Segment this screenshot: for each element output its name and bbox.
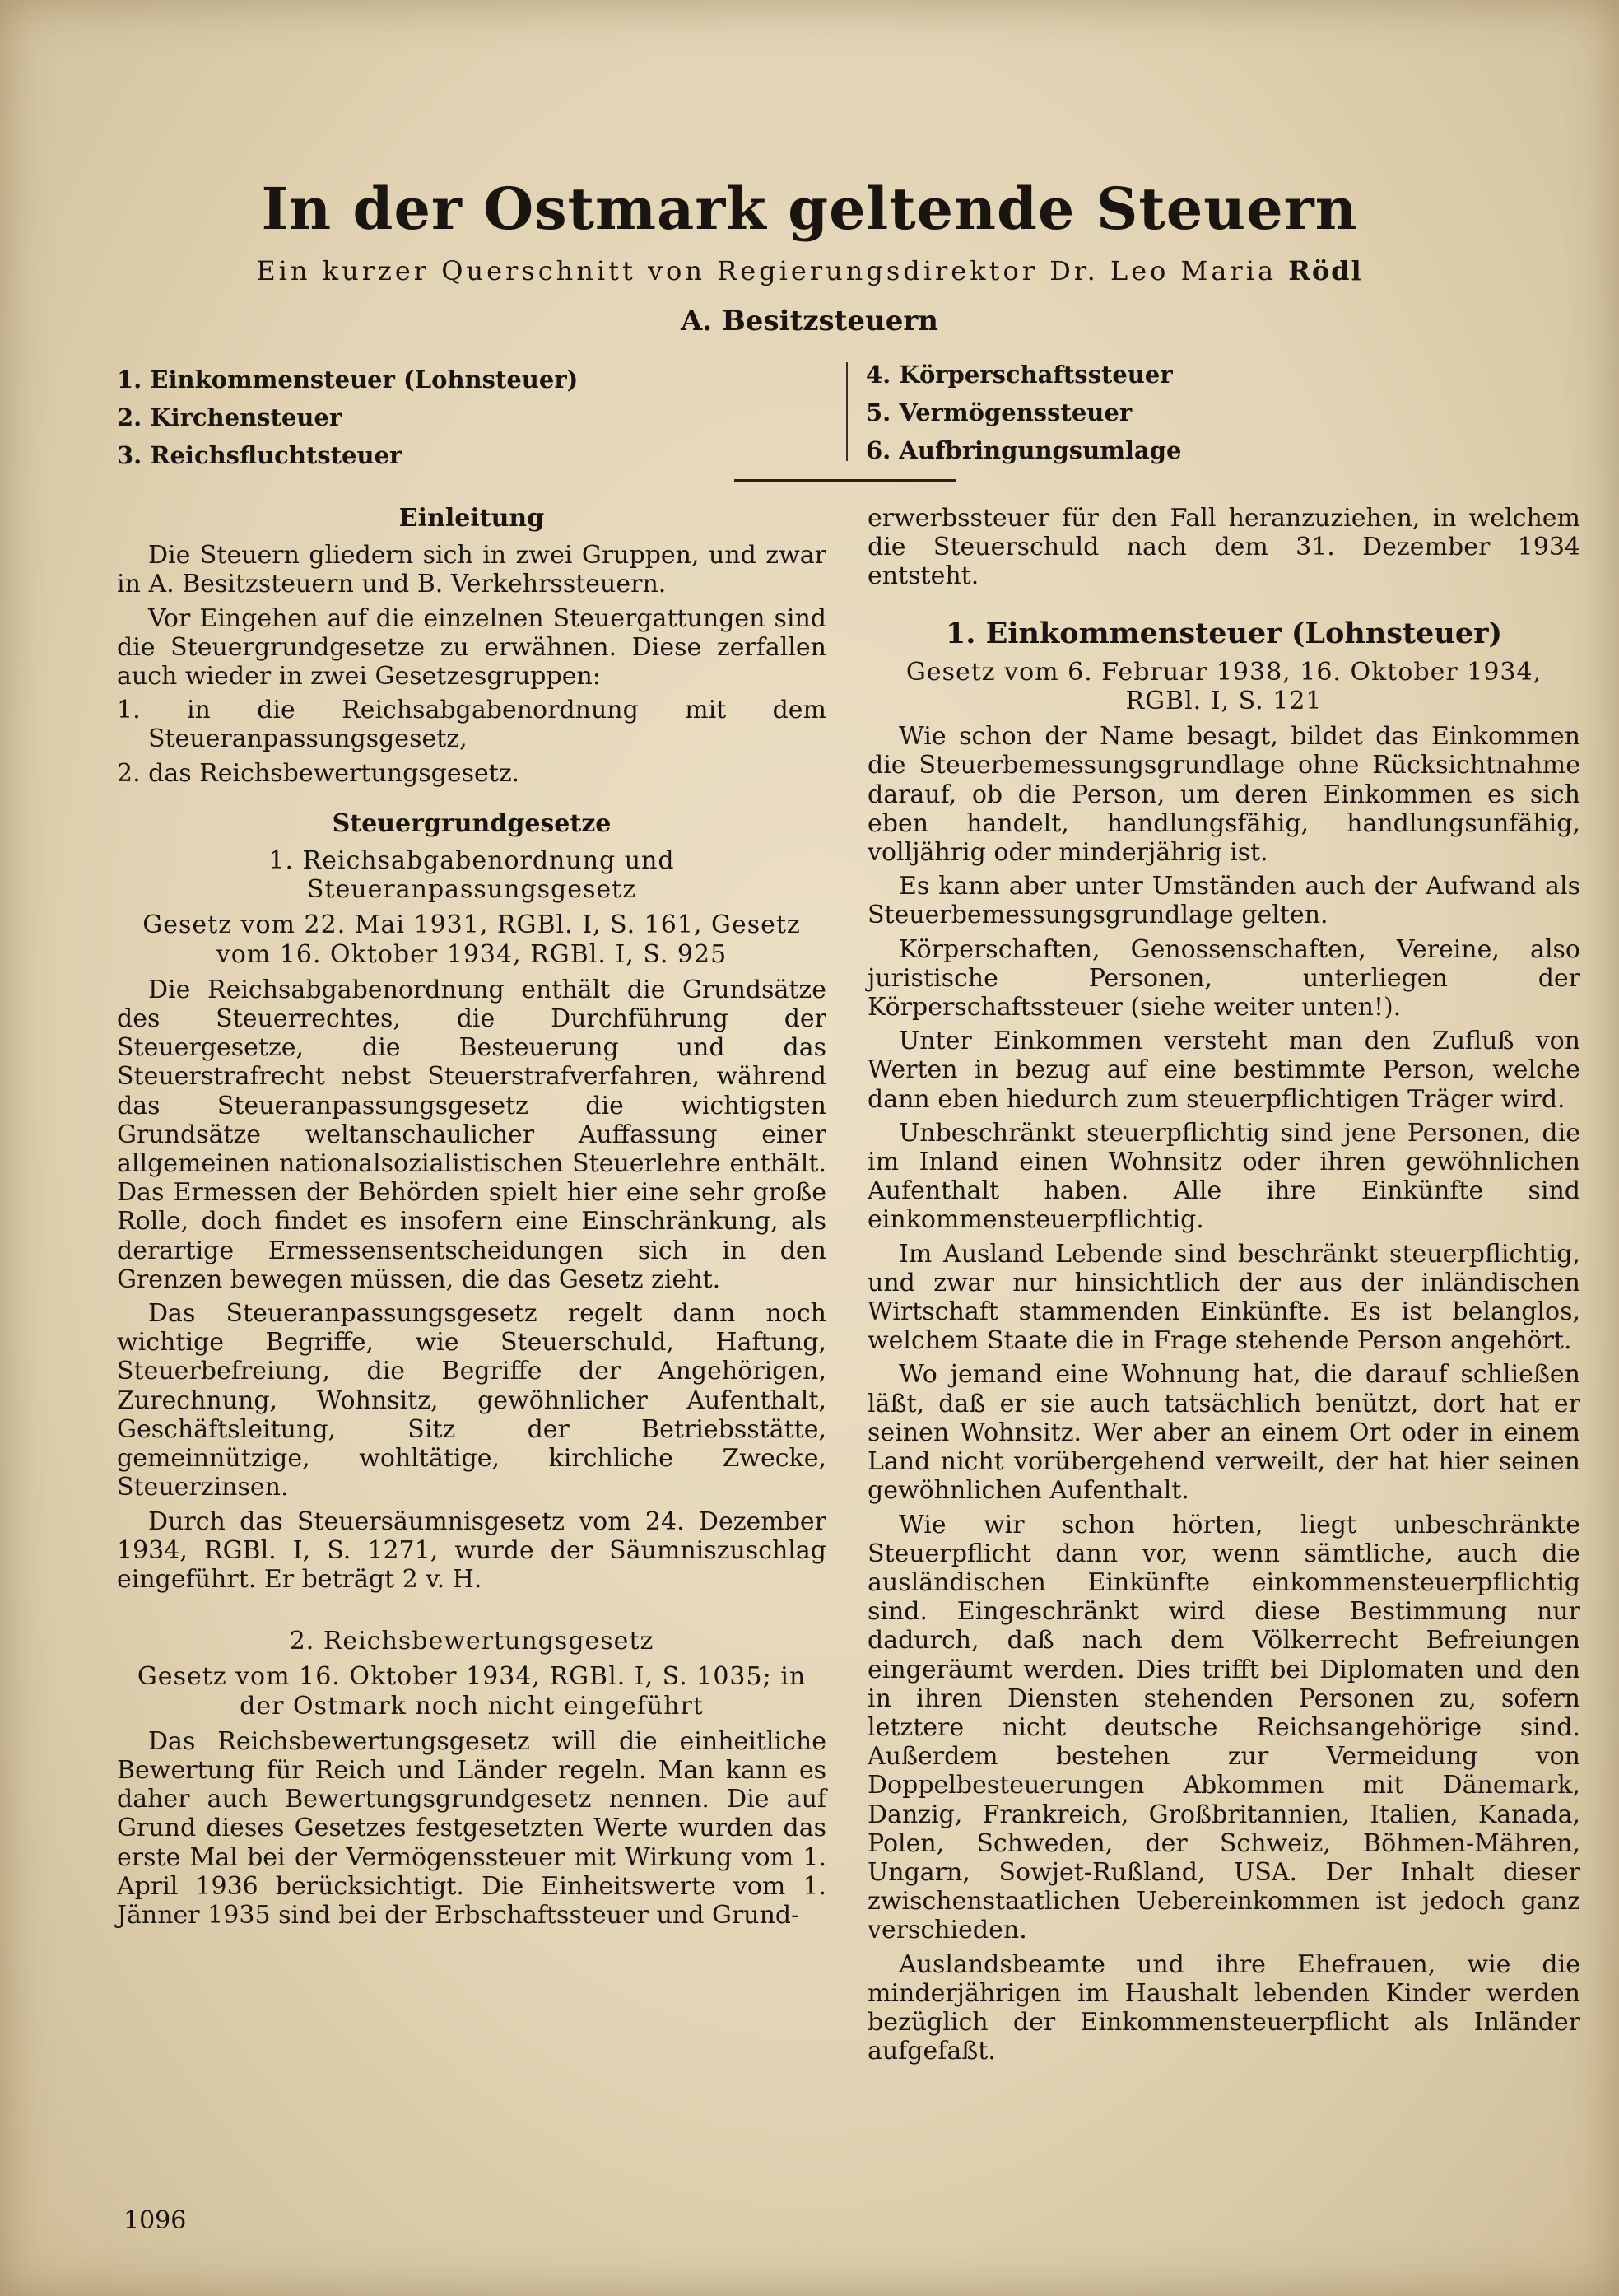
paragraph: Unbeschränkt steuerpflichtig sind jene Personen, die im Inland einen Wohnsitz oder ihren gewöhnlichen Aufenthalt haben. Alle ihre Einkünfte sind einkommensteuerpflichtig. <box>868 1118 1580 1235</box>
byline-author: Rödl <box>1288 255 1363 286</box>
law-citation: Gesetz vom 6. Februar 1938, 16. Oktober 1934, RGBl. I, S. 121 <box>905 657 1542 716</box>
paragraph: Das Steueranpassungsgesetz regelt dann noch wichtige Begriffe, wie Steuerschuld, Haftung, Steuerbefreiung, die Begriffe der Angehörigen, Zurechnung, Wohnsitz, gewöhnlicher Aufenthalt, Geschäftsleitung, Sitz der Betriebsstätte, gemeinnützige, wohltätige, kirchliche Zwecke, Steuerzinsen. <box>117 1299 826 1502</box>
paragraph: Die Steuern gliedern sich in zwei Gruppen, und zwar in A. Besitzsteuern und B. Verkehrssteuern. <box>117 541 826 599</box>
paragraph: Auslandsbeamte und ihre Ehefrauen, wie die minderjährigen im Haushalt lebenden Kinder werden bezüglich der Einkommensteuerpflicht als Inländer aufgefaßt. <box>868 1949 1580 2066</box>
subsection-heading: 1. Reichsabgabenordnung und Steueranpassungsgesetz <box>268 846 675 905</box>
paragraph: Unter Einkommen versteht man den Zufluß von Werten in bezug auf eine bestimmte Person, welche dann eben hiedurch zum steuerpflichtigen Träger wird. <box>868 1027 1580 1114</box>
paragraph: Durch das Steuersäumnisgesetz vom 24. Dezember 1934, RGBl. I, S. 1271, wurde der Säumniszuschlag eingeführt. Er beträgt 2 v. H. <box>117 1507 826 1594</box>
paragraph: Wo jemand eine Wohnung hat, die darauf schließen läßt, daß er sie auch tatsächlich benützt, dort hat er seinen Wohnsitz. Wer aber an einem Ort oder in einem Land nicht vorübergehend verweilt, der hat hier seinen gewöhnlichen Aufenthalt. <box>868 1360 1580 1506</box>
paragraph: erwerbssteuer für den Fall heranzuziehen, in welchem die Steuerschuld nach dem 31. Dezember 1934 entsteht. <box>868 504 1580 591</box>
paragraph: Vor Eingehen auf die einzelnen Steuergattungen sind die Steuergrundgesetze zu erwähnen. Diese zerfallen auch wieder in zwei Gesetzesgruppen: <box>117 603 826 692</box>
section-heading: A. Besitzsteuern <box>681 305 938 338</box>
article-title: In der Ostmark geltende Steuern <box>261 175 1358 243</box>
list-item: 1. in die Reichsabgabenordnung mit dem Steueranpassungsgesetz, <box>117 696 826 754</box>
law-citation: Gesetz vom 16. Oktober 1934, RGBl. I, S. 1035; in der Ostmark noch nicht eingeführt <box>137 1662 807 1721</box>
tax-list-left <box>117 361 578 474</box>
list-item: 6. Aufbringungsumlage <box>866 436 1182 464</box>
left-column <box>117 504 826 1935</box>
paragraph: Im Ausland Lebende sind beschränkt steuerpflichtig, und zwar nur hinsichtlich der aus der inländischen Wirtschaft stammenden Einkünfte. Es ist belanglos, welchem Staate die in Frage stehende Person angehört. <box>868 1239 1580 1356</box>
subsection-heading: 2. Reichsbewertungsgesetz <box>289 1627 654 1656</box>
list-item: 5. Vermögenssteuer <box>866 398 1133 426</box>
intro-heading: Einleitung <box>398 504 545 533</box>
right-column <box>868 504 1580 2070</box>
paragraph: Das Reichsbewertungsgesetz will die einheitliche Bewertung für Reich und Länder regeln. Man kann es daher auch Bewertungsgrundgesetz nennen. Die auf Grund dieses Gesetzes festgesetzten Werte wurden das erste Mal bei der Vermögenssteuer mit Wirkung vom 1. April 1936 berücksichtigt. Die Einheitswerte vom 1. Jänner 1935 sind bei der Erbschaftssteuer und Grund- <box>117 1726 826 1930</box>
paragraph: Wie schon der Name besagt, bildet das Einkommen die Steuerbemessungsgrundlage ohne Rücksichtnahme darauf, ob die Person, um deren Einkommen es sich eben handelt, handlungsfähig, handlungsunfähig, volljährig oder minderjährig ist. <box>868 722 1580 868</box>
subsection-heading: 1. Einkommensteuer (Lohnsteuer) <box>945 616 1503 650</box>
list-item: 2. das Reichsbewertungsgesetz. <box>117 758 520 788</box>
paragraph: Die Reichsabgabenordnung enthält die Grundsätze des Steuerrechtes, die Durchführung der Steuergesetze, die Besteuerung und das Steuerstrafrecht nebst Steuerstrafverfahren, während das Steueranpassungsgesetz die wichtigsten Grundsätze weltanschaulicher Auffassung einer allgemeinen nationalsozialistischen Steuerlehre enthält. Das Ermessen der Behörden spielt hier eine sehr große Rolle, doch findet es insofern eine Einschränkung, als derartige Ermessensentscheidungen sich in den Grenzen bewegen müssen, die das Gesetz zieht. <box>117 975 826 1294</box>
paragraph: Wie wir schon hörten, liegt unbeschränkte Steuerpflicht dann vor, wenn sämtliche, auch die ausländischen Einkünfte einkommensteuerpflichtig sind. Eingeschränkt wird diese Bestimmung nur dadurch, daß nach dem Völkerrecht Befreiungen eingeräumt werden. Dies trifft bei Diplomaten und den in ihren Diensten stehenden Personen zu, sofern letztere nicht deutsche Reichsangehörige sind. Außerdem bestehen zur Vermeidung von Doppelbesteuerungen Abkommen mit Dänemark, Danzig, Frankreich, Großbritannien, Italien, Kanada, Polen, Schweden, der Schweiz, Böhmen-Mähren, Ungarn, Sowjet-Rußland, USA. Der Inhalt dieser zwischenstaatlichen Uebereinkommen ist jedoch ganz verschieden. <box>868 1510 1580 1945</box>
law-citation: Gesetz vom 22. Mai 1931, RGBl. I, S. 161, Gesetz vom 16. Oktober 1934, RGBl. I, S. 925 <box>142 910 801 969</box>
tax-list-right <box>866 356 1181 469</box>
list-item: 2. Kirchensteuer <box>117 403 342 431</box>
byline-prefix: Ein kurzer Querschnitt von Regierungsdirektor Dr. Leo Maria <box>256 255 1277 286</box>
byline <box>0 255 1619 286</box>
paragraph: Es kann aber unter Umständen auch der Aufwand als Steuerbemessungsgrundlage gelten. <box>868 872 1580 930</box>
list-divider <box>846 362 848 461</box>
section-rule <box>734 479 956 482</box>
list-item: 3. Reichsfluchtsteuer <box>117 441 402 469</box>
list-item: 1. Einkommensteuer (Lohnsteuer) <box>117 366 579 394</box>
paragraph: Körperschaften, Genossenschaften, Vereine, also juristische Personen, unterliegen der Körperschaftssteuer (siehe weiter unten!). <box>868 934 1580 1022</box>
list-item: 4. Körperschaftssteuer <box>866 361 1173 389</box>
grund-heading: Steuergrundgesetze <box>332 808 612 838</box>
page-number: 1096 <box>123 2206 187 2235</box>
